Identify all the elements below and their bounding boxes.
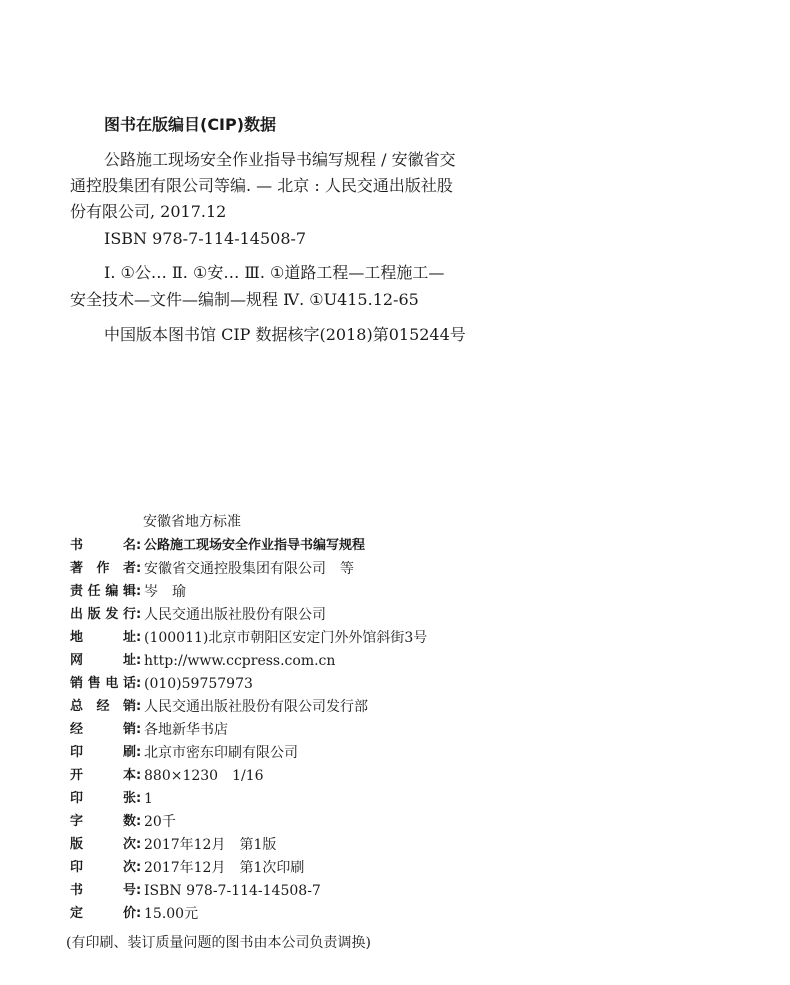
imprint-row-distributor: [70, 720, 228, 740]
imprint-value: 2017年12月 第1版: [144, 837, 277, 853]
imprint-label: 出版发行: [70, 607, 136, 622]
imprint-value: 岑 瑜: [144, 584, 186, 600]
imprint-value: 北京市密东印刷有限公司: [144, 745, 298, 761]
imprint-label: 书名: [70, 538, 136, 553]
quality-notice: (有印刷、装订质量问题的图书由本公司负责调换): [66, 935, 371, 951]
imprint-colon: :: [136, 561, 142, 576]
imprint-row-price: [70, 904, 198, 924]
imprint-colon: :: [136, 584, 142, 599]
imprint-value: http://www.ccpress.com.cn: [144, 653, 336, 669]
imprint-value: 公路施工现场安全作业指导书编写规程: [144, 538, 366, 553]
series-title: 安徽省地方标准: [143, 514, 241, 530]
imprint-label: 书号: [70, 883, 136, 898]
imprint-value: 20千: [144, 814, 176, 830]
imprint-row-isbn: [70, 881, 321, 901]
imprint-label: 印刷: [70, 745, 136, 760]
imprint-row-author: [70, 559, 354, 579]
imprint-row-sales-phone: [70, 674, 253, 694]
imprint-label: 责任编辑: [70, 584, 136, 599]
imprint-value: (100011)北京市朝阳区安定门外外馆斜街3号: [144, 630, 428, 646]
imprint-row-word-count: [70, 812, 176, 832]
imprint-value: 1: [144, 791, 153, 807]
imprint-colon: :: [136, 607, 142, 622]
imprint-value: (010)59757973: [144, 676, 253, 692]
imprint-colon: :: [136, 814, 142, 829]
imprint-label: 印次: [70, 860, 136, 875]
imprint-colon: :: [136, 768, 142, 783]
imprint-value: 880×1230 1/16: [144, 768, 264, 784]
imprint-label: 网址: [70, 653, 136, 668]
imprint-label: 字数: [70, 814, 136, 829]
imprint-colon: :: [136, 791, 142, 806]
imprint-colon: :: [136, 837, 142, 852]
imprint-colon: :: [136, 676, 142, 691]
cip-description-line-3: 份有限公司, 2017.12: [70, 202, 227, 221]
imprint-value: 人民交通出版社股份有限公司: [144, 607, 326, 623]
imprint-value: ISBN 978-7-114-14508-7: [144, 883, 321, 899]
imprint-colon: :: [136, 630, 142, 645]
imprint-label: 地址: [70, 630, 136, 645]
imprint-colon: :: [136, 883, 142, 898]
imprint-colon: :: [136, 745, 142, 760]
imprint-label: 定价: [70, 906, 136, 921]
cip-description-line-2: 通控股集团有限公司等编. — 北京 : 人民交通出版社股: [70, 176, 453, 195]
imprint-value: 安徽省交通控股集团有限公司 等: [144, 561, 354, 577]
imprint-label: 经销: [70, 722, 136, 737]
imprint-value: 2017年12月 第1次印刷: [144, 860, 305, 876]
imprint-row-printer: [70, 743, 298, 763]
imprint-colon: :: [136, 860, 142, 875]
imprint-label: 销售电话: [70, 676, 136, 691]
cip-description-line-1: 公路施工现场安全作业指导书编写规程 / 安徽省交: [104, 150, 456, 169]
imprint-colon: :: [136, 699, 142, 714]
imprint-row-editor: [70, 582, 186, 602]
imprint-row-format: [70, 766, 264, 786]
imprint-row-sheets: [70, 789, 153, 809]
imprint-label: 著作者: [70, 561, 136, 576]
imprint-row-general-distributor: [70, 697, 368, 717]
imprint-row-address: [70, 628, 427, 648]
imprint-label: 版次: [70, 837, 136, 852]
cip-record-number: 中国版本图书馆 CIP 数据核字(2018)第015244号: [104, 325, 466, 344]
imprint-row-edition: [70, 835, 276, 855]
imprint-colon: :: [136, 653, 142, 668]
imprint-row-title: [70, 536, 365, 556]
imprint-value: 人民交通出版社股份有限公司发行部: [144, 699, 368, 715]
imprint-value: 15.00元: [144, 906, 199, 922]
cip-isbn: ISBN 978-7-114-14508-7: [104, 229, 307, 248]
imprint-colon: :: [136, 538, 142, 553]
cip-heading: 图书在版编目(CIP)数据: [104, 115, 277, 134]
imprint-row-publisher: [70, 605, 326, 625]
imprint-row-printing: [70, 858, 304, 878]
imprint-colon: :: [136, 906, 142, 921]
imprint-colon: :: [136, 722, 142, 737]
imprint-label: 总经销: [70, 699, 136, 714]
imprint-row-website: [70, 651, 335, 671]
cip-classification-line-1: Ⅰ. ①公… Ⅱ. ①安… Ⅲ. ①道路工程—工程施工—: [104, 263, 445, 282]
imprint-value: 各地新华书店: [144, 722, 228, 738]
imprint-label: 开本: [70, 768, 136, 783]
imprint-label: 印张: [70, 791, 136, 806]
cip-classification-line-2: 安全技术—文件—编制—规程 Ⅳ. ①U415.12-65: [70, 290, 419, 309]
